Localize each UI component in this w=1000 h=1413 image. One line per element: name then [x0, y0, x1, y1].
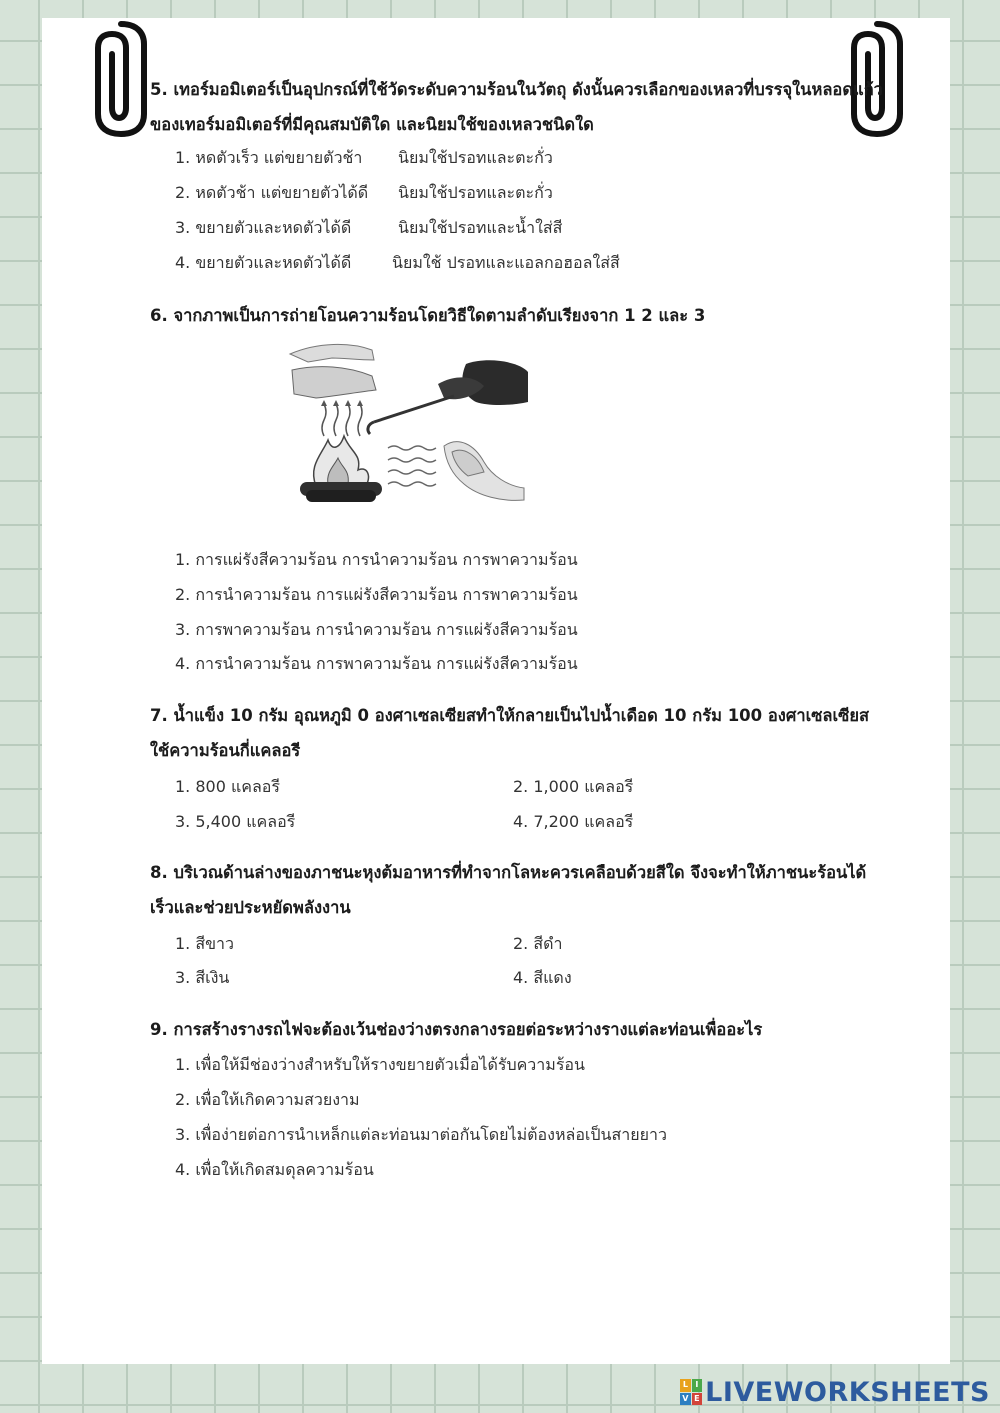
question-6-option-1[interactable]: 1. การแผ่รังสีความร้อน การนำความร้อน การพาความร้อน — [175, 550, 578, 569]
question-7-option-1[interactable]: 1. 800 แคลอรี — [175, 777, 280, 796]
question-9-option-4[interactable]: 4. เพื่อให้เกิดสมดุลความร้อน — [175, 1160, 374, 1179]
question-7-option-2[interactable]: 2. 1,000 แคลอรี — [513, 777, 634, 796]
question-5-option-1[interactable] — [175, 147, 362, 169]
question-9-option-3[interactable]: 3. เพื่อง่ายต่อการนำเหล็กแต่ละท่อนมาต่อกันโดยไม่ต้องหล่อเป็นสายยาว — [175, 1125, 667, 1144]
option-label: 1. หดตัวเร็ว แต่ขยายตัวช้า — [175, 148, 363, 167]
question-5-option-4-use: นิยมใช้ ปรอทและแอลกอฮอลใส่สี — [392, 253, 620, 272]
question-5-text: 5. เทอร์มอมิเตอร์เป็นอุปกรณ์ที่ใช้วัดระดับความร้อนในวัตถุ ดังนั้นควรเลือกของเหลวที่บรรจุในหลอดแก้วของเทอร์มอมิเตอร์ที่มีคุณสมบัติใด และนิยมใช้ของเหลวชนิดใด — [150, 80, 883, 134]
option-label: 4. ขยายตัวและหดตัวได้ดี — [175, 253, 352, 272]
question-6-option-4[interactable]: 4. การนำความร้อน การพาความร้อน การแผ่รังสีความร้อน — [175, 654, 578, 673]
question-9-text: 9. การสร้างรางรถไฟจะต้องเว้นช่องว่างตรงกลางรอยต่อระหว่างรางแต่ละท่อนเพื่ออะไร — [150, 1020, 763, 1039]
question-9-option-1[interactable]: 1. เพื่อให้มีช่องว่างสำหรับให้รางขยายตัวเมื่อได้รับความร้อน — [175, 1055, 585, 1074]
logo-badge-icon: L I V E — [680, 1379, 702, 1405]
question-5-option-2-use: นิยมใช้ปรอทและตะกั่ว — [398, 183, 553, 202]
question-5-option-2[interactable] — [175, 182, 368, 204]
liveworksheets-logo[interactable] — [680, 1375, 990, 1409]
question-6-option-2[interactable]: 2. การนำความร้อน การแผ่รังสีความร้อน การพาความร้อน — [175, 585, 578, 604]
question-5-option-3-use: นิยมใช้ปรอทและน้ำใส่สี — [398, 218, 563, 237]
option-label: 2. หดตัวช้า แต่ขยายตัวได้ดี — [175, 183, 369, 202]
question-7-text: 7. น้ำแข็ง 10 กรัม อุณหภูมิ 0 องศาเซลเซียสทำให้กลายเป็นไปน้ำเดือด 10 กรัม 100 องศาเซลเซียส ใช้ความร้อนกี่แคลอรี — [150, 706, 870, 760]
question-7-option-4[interactable]: 4. 7,200 แคลอรี — [513, 812, 634, 831]
question-5-option-3[interactable] — [175, 217, 351, 239]
question-8-option-2[interactable]: 2. สีดำ — [513, 934, 563, 953]
question-8-option-3[interactable]: 3. สีเงิน — [175, 968, 230, 987]
question-9-option-2[interactable]: 2. เพื่อให้เกิดความสวยงาม — [175, 1090, 360, 1109]
question-6-text: 6. จากภาพเป็นการถ่ายโอนความร้อนโดยวิธีใดตามลำดับเรียงจาก 1 2 และ 3 — [150, 306, 706, 325]
heat-transfer-illustration — [288, 336, 528, 504]
paperclip-icon — [90, 18, 152, 138]
question-8-option-1[interactable]: 1. สีขาว — [175, 934, 235, 953]
logo-text: LIVEWORKSHEETS — [705, 1376, 990, 1408]
question-8-option-4[interactable]: 4. สีแดง — [513, 968, 572, 987]
question-5-option-4[interactable] — [175, 252, 351, 274]
question-6-option-3[interactable]: 3. การพาความร้อน การนำความร้อน การแผ่รังสีความร้อน — [175, 620, 578, 639]
question-5-option-1-use: นิยมใช้ปรอทและตะกั่ว — [398, 148, 553, 167]
question-8-text: 8. บริเวณด้านล่างของภาชนะหุงต้มอาหารที่ทำจากโลหะควรเคลือบด้วยสีใด จึงจะทำให้ภาชนะร้อนได้เร็วและช่วยประหยัดพลังงาน — [150, 863, 867, 917]
option-label: 3. ขยายตัวและหดตัวได้ดี — [175, 218, 352, 237]
question-7-option-3[interactable]: 3. 5,400 แคลอรี — [175, 812, 296, 831]
